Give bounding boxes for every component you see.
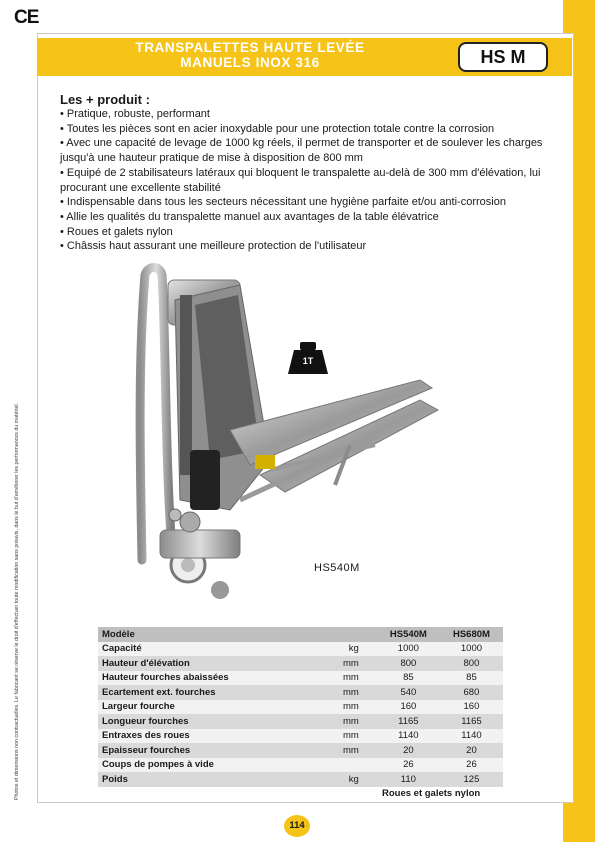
table-cell: mm xyxy=(299,714,377,729)
table-cell: 1000 xyxy=(377,642,440,657)
page-title xyxy=(90,40,410,70)
feature-item: • Equipé de 2 stabilisateurs latéraux qui bloquent le transpalette au-delà de 300 mm d'élévation, lui procurant une excellente stabilité xyxy=(60,166,541,194)
features-heading: Les + produit : xyxy=(60,92,150,107)
table-cell: Coups de pompes à vide xyxy=(98,758,299,773)
feature-item: • Allie les qualités du transpalette manuel aux avantages de la table élévatrice xyxy=(60,210,439,223)
table-cell: mm xyxy=(299,656,377,671)
specifications-table xyxy=(98,627,503,787)
table-row xyxy=(98,685,503,700)
table-header-row xyxy=(98,627,503,642)
table-cell: mm xyxy=(299,700,377,715)
title-line-2: MANUELS INOX 316 xyxy=(180,55,320,70)
table-cell: HS680M xyxy=(440,627,503,642)
features-list xyxy=(60,107,550,254)
feature-item: • Pratique, robuste, performant xyxy=(60,108,210,120)
table-cell: mm xyxy=(299,685,377,700)
table-cell: 26 xyxy=(377,758,440,773)
feature-item: • Toutes les pièces sont en acier inoxydable pour une protection totale contre la corrosion xyxy=(60,122,495,135)
feature-item: • Châssis haut assurant une meilleure protection de l'utilisateur xyxy=(60,240,367,253)
table-cell: 20 xyxy=(377,743,440,758)
table-row xyxy=(98,656,503,671)
table-cell: 1000 xyxy=(440,642,503,657)
table-cell xyxy=(299,627,377,642)
feature-item: • Avec une capacité de levage de 1000 kg réels, il permet de transporter et de soulever les charges jusqu'à une hauteur pratique de mise à disposition de 800 mm xyxy=(60,137,543,165)
table-row xyxy=(98,772,503,787)
pallet-truck-image xyxy=(120,260,450,600)
table-cell: Ecartement ext. fourches xyxy=(98,685,299,700)
table-cell: Capacité xyxy=(98,642,299,657)
table-cell: Epaisseur fourches xyxy=(98,743,299,758)
table-cell: 125 xyxy=(440,772,503,787)
product-caption: HS540M xyxy=(314,562,360,574)
table-cell: Hauteur d'élévation xyxy=(98,656,299,671)
title-line-1: TRANSPALETTES HAUTE LEVÉE xyxy=(135,40,365,55)
feature-item: • Roues et galets nylon xyxy=(60,225,173,238)
table-cell: 1140 xyxy=(377,729,440,744)
table-row xyxy=(98,758,503,773)
table-row xyxy=(98,714,503,729)
table-cell: Longueur fourches xyxy=(98,714,299,729)
table-row xyxy=(98,671,503,686)
table-cell: 540 xyxy=(377,685,440,700)
table-cell: mm xyxy=(299,743,377,758)
table-cell: Entraxes des roues xyxy=(98,729,299,744)
table-cell xyxy=(299,758,377,773)
ce-mark: CE xyxy=(14,7,39,28)
table-cell: mm xyxy=(299,729,377,744)
specs-footnote: Roues et galets nylon xyxy=(382,788,481,799)
table-cell: kg xyxy=(299,772,377,787)
table-row xyxy=(98,642,503,657)
table-cell: Modèle xyxy=(98,627,299,642)
table-cell: 1140 xyxy=(440,729,503,744)
table-cell: Poids xyxy=(98,772,299,787)
table-cell: 800 xyxy=(377,656,440,671)
table-cell: 26 xyxy=(440,758,503,773)
table-cell: mm xyxy=(299,671,377,686)
product-code-badge: HS M xyxy=(458,42,548,72)
table-cell: 800 xyxy=(440,656,503,671)
table-cell: HS540M xyxy=(377,627,440,642)
table-cell: 1165 xyxy=(440,714,503,729)
table-cell: Hauteur fourches abaissées xyxy=(98,671,299,686)
weight-capacity-label: 1T xyxy=(302,356,314,366)
feature-item: • Indispensable dans tous les secteurs nécessitant une hygiène parfaite et/ou anti-corrosion xyxy=(60,196,506,209)
table-cell: 160 xyxy=(377,700,440,715)
table-cell: 85 xyxy=(440,671,503,686)
page-number: 114 xyxy=(284,815,310,837)
table-row xyxy=(98,700,503,715)
table-cell: 110 xyxy=(377,772,440,787)
disclaimer-note: Photos et dimensions non contractuelles. Le fabricant se réserve le droit d'effectuer toute modification sans préavis, dans le but d'améliorer les performances du matériel. xyxy=(14,402,20,800)
table-cell: Largeur fourche xyxy=(98,700,299,715)
table-cell: 680 xyxy=(440,685,503,700)
table-cell: kg xyxy=(299,642,377,657)
table-cell: 20 xyxy=(440,743,503,758)
table-row xyxy=(98,729,503,744)
table-cell: 85 xyxy=(377,671,440,686)
table-cell: 160 xyxy=(440,700,503,715)
table-cell: 1165 xyxy=(377,714,440,729)
table-row xyxy=(98,743,503,758)
